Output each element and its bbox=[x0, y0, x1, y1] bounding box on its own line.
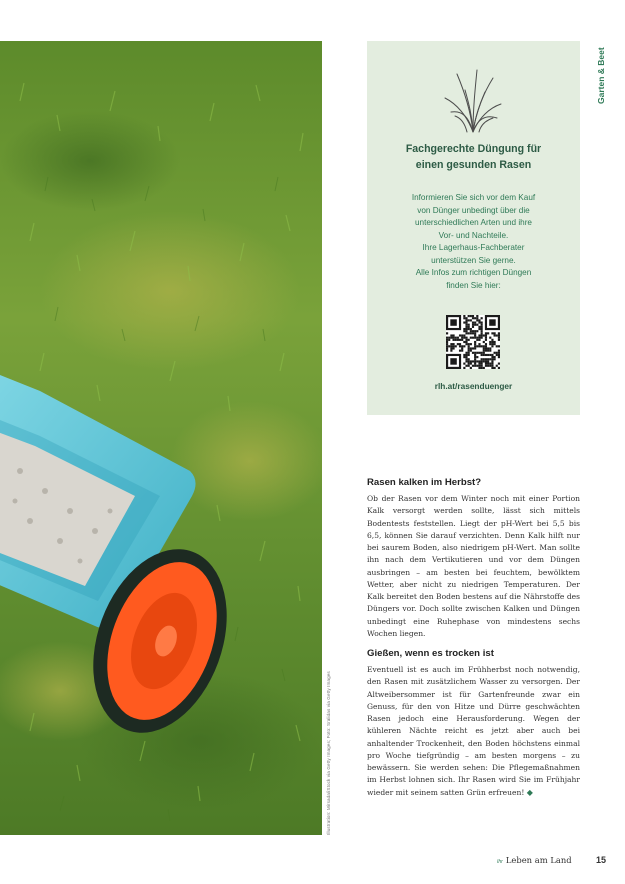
article bbox=[367, 476, 580, 799]
paragraph-giessen bbox=[367, 664, 580, 799]
paragraph-rasen-kalken: Ob der Rasen vor dem Winter noch mit einer Portion Kalk versorgt werden sollte, lässt sich mittels Bodentests feststellen. Liegt der pH-Wert bei 5,5 bis 6,5, können Sie darauf verzichten. Denn Kalk hilft nur bei saurem Boden, also niedrigem pH-Wert. Man sollte ihn nach dem Vertikutieren und vor dem Düngen ausbringen – am besten bei feuchtem, bewölktem Wetter, aber nicht zu niedrigen Temperaturen. Der Kalk bereitet den Boden bestens auf die Nährstoffe des Düngers vor. Doch sollte zwischen Kalken und Düngen unbedingt eine Ruhephase von mindestens sechs Wochen liegen. bbox=[367, 494, 580, 638]
info-heading-line2: einen gesunden Rasen bbox=[415, 159, 532, 171]
info-heading bbox=[377, 141, 570, 173]
section-tab: Garten & Beet bbox=[596, 47, 606, 104]
paragraph-giessen-text: Eventuell ist es auch im Frühherbst noch notwendig, den Rasen mit zusätzlichem Wasser zu versorgen. Der Altweibersommer ist für Gartenfreunde zwar ein Genuss, für den von Hitze und Dürre geschwächten Rasen jedoch eine Herausforderung. Wegen der kühleren Nächte reicht es jetzt aber auch bei anhaltender Trockenheit, den Boden höchstens einmal pro Woche tiefgründig – am besten morgens – zu bewässern. Sie werden sehen: Die Pflegemaßnahmen im Herbst lohnen sich. Ihr Rasen wird Sie im Frühjahr wieder mit seinem satten Grün erfreuen! bbox=[367, 665, 580, 797]
info-body-line: Vor- und Nachteile. bbox=[438, 230, 509, 240]
info-body-line: unterstützen Sie gerne. bbox=[431, 255, 516, 265]
info-body-line: finden Sie hier: bbox=[446, 280, 501, 290]
info-heading-line1: Fachgerechte Düngung für bbox=[405, 143, 542, 155]
info-body bbox=[381, 192, 566, 292]
info-box bbox=[367, 41, 580, 415]
qr-code[interactable] bbox=[446, 315, 500, 369]
page-number: 15 bbox=[596, 855, 607, 865]
info-body-line: Alle Infos zum richtigen Düngen bbox=[415, 268, 532, 277]
brand-small: Ihr bbox=[497, 859, 503, 865]
lawn-illustration bbox=[0, 41, 322, 835]
info-body-line: Ihre Lagerhaus-Fachberater bbox=[422, 243, 525, 252]
end-mark-icon: ◆ bbox=[526, 787, 533, 797]
photo-credit: Illustration: Mirsada/iStock via Getty Images; Foto: Sralidas via Getty Images bbox=[326, 671, 331, 835]
heading-rasen-kalken: Rasen kalken im Herbst? bbox=[367, 477, 482, 488]
footer-brand bbox=[497, 855, 572, 865]
heading-giessen: Gießen, wenn es trocken ist bbox=[367, 648, 494, 659]
grass-icon bbox=[443, 68, 503, 134]
info-body-line: von Dünger unbedingt über die bbox=[417, 205, 530, 215]
info-link[interactable]: rlh.at/rasenduenger bbox=[434, 381, 513, 391]
lawn-spreader-photo bbox=[0, 41, 322, 835]
brand-name: Leben am Land bbox=[505, 855, 572, 865]
info-body-line: unterschiedlichen Arten und ihre bbox=[415, 218, 532, 227]
info-body-line: Informieren Sie sich vor dem Kauf bbox=[411, 193, 536, 202]
